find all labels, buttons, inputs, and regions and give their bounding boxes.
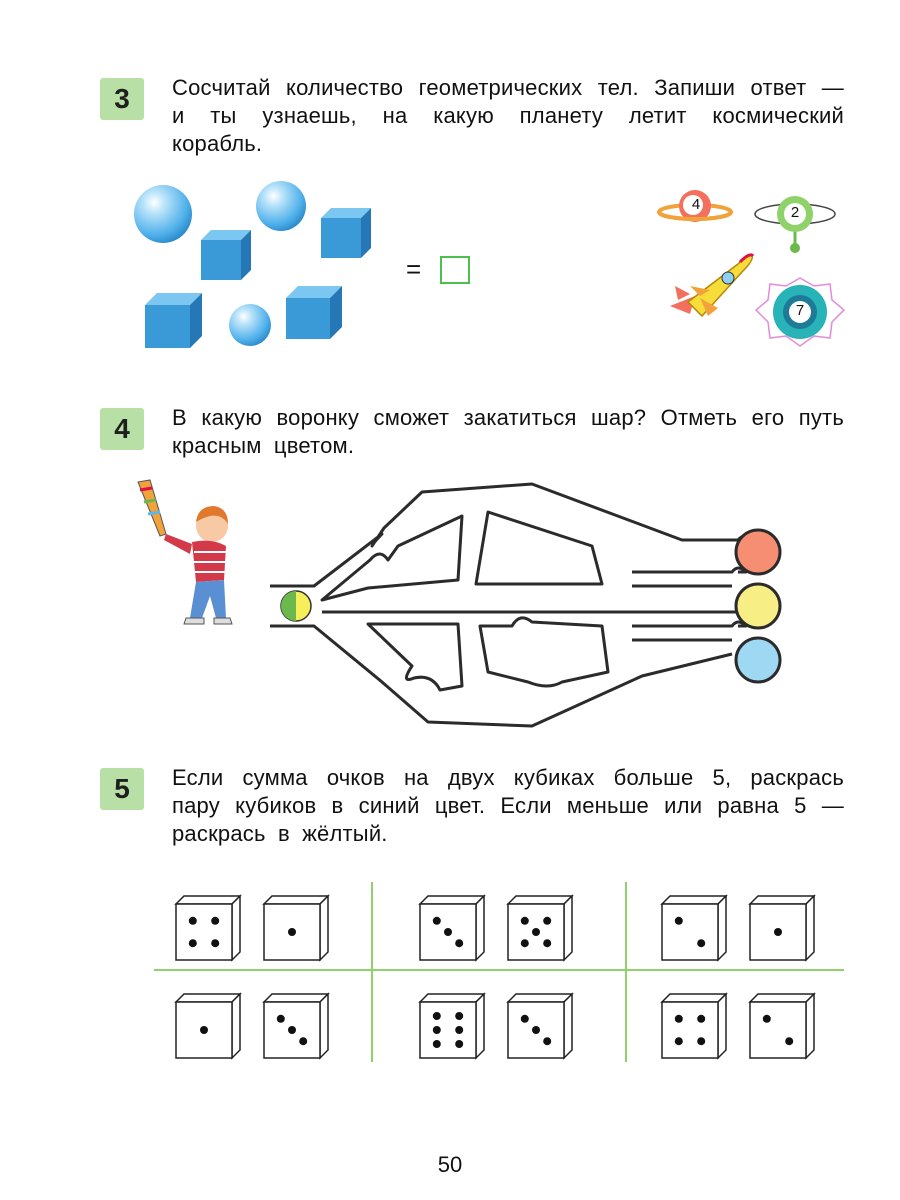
die-pip (455, 1012, 463, 1020)
die-pip (455, 939, 463, 947)
space-illustration (650, 186, 850, 358)
die-pip (697, 1015, 705, 1023)
die-pip (543, 917, 551, 925)
die[interactable] (420, 994, 484, 1058)
die-pip (455, 1026, 463, 1034)
sphere-2 (256, 181, 306, 231)
task-5-text: Если сумма очков на двух кубиках больше 5, раскрась пару кубиков в синий цвет. Если меньше или равна 5 — раскрась в жёлтый. (172, 765, 844, 846)
boy-with-bat-illustration (126, 478, 266, 630)
planet-label-3: 7 (795, 302, 805, 319)
die-pip (521, 939, 529, 947)
funnel-yellow[interactable] (736, 584, 780, 628)
die[interactable] (750, 896, 814, 960)
die-pip (543, 1037, 551, 1045)
die-pip (774, 928, 782, 936)
cube-1 (201, 230, 251, 280)
die-pip (532, 1026, 540, 1034)
ball-icon[interactable] (281, 591, 311, 621)
die[interactable] (264, 896, 328, 960)
planet-label-2: 2 (790, 204, 800, 221)
die-pip (288, 1026, 296, 1034)
equals-sign: = (406, 254, 422, 284)
task-4-number: 4 (100, 408, 144, 450)
die[interactable] (662, 994, 726, 1058)
die-pip (200, 1026, 208, 1034)
die[interactable] (508, 994, 572, 1058)
die[interactable] (176, 994, 240, 1058)
task-4-text: В какую воронку сможет закатиться шар? Отметь его путь красным цветом. (172, 405, 844, 458)
funnel-blue[interactable] (736, 638, 780, 682)
die-pip (455, 1040, 463, 1048)
die-pip (675, 917, 683, 925)
die-pip (543, 939, 551, 947)
die[interactable] (662, 896, 726, 960)
die-pip (211, 939, 219, 947)
task-5-number: 5 (100, 768, 144, 810)
die-pip (763, 1015, 771, 1023)
die-pip (433, 1026, 441, 1034)
maze-walls (270, 484, 752, 726)
cube-3 (145, 293, 202, 348)
answer-box[interactable] (440, 256, 470, 284)
die-pip (675, 1015, 683, 1023)
die-pip (785, 1037, 793, 1045)
dice-grid (150, 880, 850, 1065)
die-pip (532, 928, 540, 936)
sphere-1 (134, 185, 192, 243)
die-pip (189, 917, 197, 925)
die-pip (211, 917, 219, 925)
geometric-bodies-illustration (130, 172, 490, 362)
die-pip (277, 1015, 285, 1023)
die[interactable] (508, 896, 572, 960)
cube-4 (286, 286, 342, 339)
funnel-maze (262, 476, 802, 746)
die[interactable] (420, 896, 484, 960)
die-pip (189, 939, 197, 947)
die-pip (697, 939, 705, 947)
sphere-3 (229, 304, 271, 346)
task-3-number: 3 (100, 78, 144, 120)
funnel-red[interactable] (736, 530, 780, 574)
die-pip (299, 1037, 307, 1045)
page-number: 50 (437, 1152, 463, 1177)
die-pip (433, 1040, 441, 1048)
task-3-text: Сосчитай количество геометрических тел. Запиши ответ — и ты узнаешь, на какую планету летит космический корабль. (172, 75, 844, 156)
die-pip (444, 928, 452, 936)
cube-2 (321, 208, 371, 258)
die-pip (288, 928, 296, 936)
die-pip (433, 917, 441, 925)
bat-icon (138, 480, 166, 536)
die[interactable] (264, 994, 328, 1058)
die-pip (697, 1037, 705, 1045)
die-pip (433, 1012, 441, 1020)
die[interactable] (750, 994, 814, 1058)
die-pip (675, 1037, 683, 1045)
die-pip (521, 917, 529, 925)
die[interactable] (176, 896, 240, 960)
die-pip (521, 1015, 529, 1023)
planet-label-1: 4 (691, 196, 701, 213)
rocket-icon (670, 255, 753, 316)
